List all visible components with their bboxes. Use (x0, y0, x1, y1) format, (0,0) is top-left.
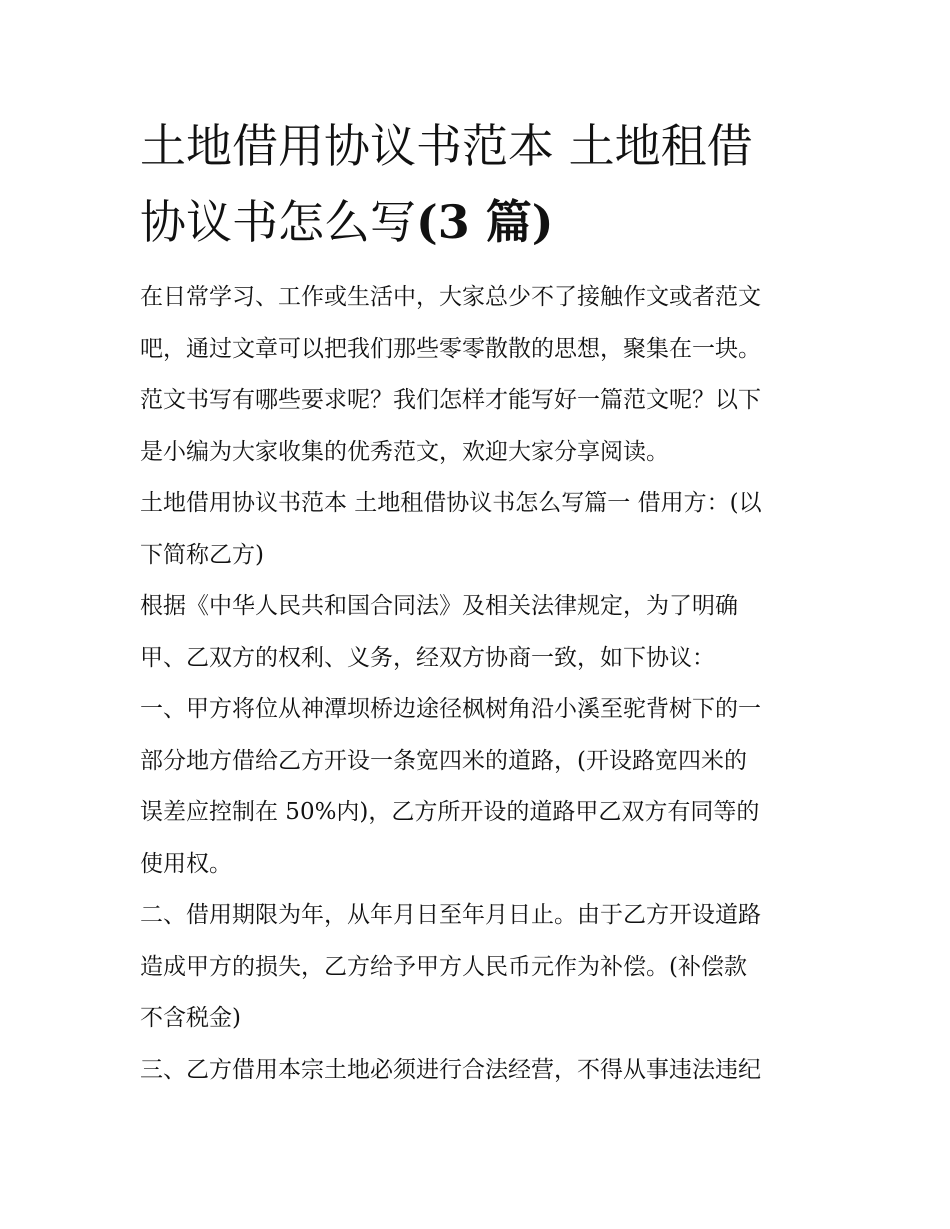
title-line-2 (140, 184, 812, 260)
document-body (140, 272, 812, 1096)
body-line-6: 下简称乙方) (140, 541, 264, 568)
body-line-8: 甲、乙双方的权利、义务，经双方协商一致，如下协议： (140, 644, 715, 671)
body-line-4: 是小编为大家收集的优秀范文，欢迎大家分享阅读。 (140, 438, 669, 465)
title-line-1: 土地借用协议书范本 土地租借 (140, 119, 753, 173)
body-line-2: 吧，通过文章可以把我们那些零零散散的思想，聚集在一块。 (140, 335, 761, 362)
title-line-2-text: 协议书怎么写 (140, 195, 416, 249)
body-line-7: 根据《中华人民共和国合同法》及相关法律规定，为了明确 (140, 593, 738, 619)
body-line-13: 二、借用期限为年，从年月日至年月日止。由于乙方开设道路 (140, 902, 761, 928)
body-line-9: 一、甲方将位从神潭坝桥边途径枫树角沿小溪至驼背树下的一 (140, 696, 761, 722)
title-suffix: (3 篇) (416, 195, 554, 249)
body-line-5: 土地借用协议书范本 土地租借协议书怎么写篇一 借用方：(以 (140, 490, 762, 516)
body-line-3: 范文书写有哪些要求呢？我们怎样才能写好一篇范文呢？以下 (140, 387, 761, 413)
body-line-15: 不含税金) (140, 1005, 241, 1031)
document-page (140, 108, 812, 1096)
body-line-11: 误差应控制在 50%内)，乙方所开设的道路甲乙双方有同等的 (140, 799, 760, 825)
body-line-10: 部分地方借给乙方开设一条宽四米的道路，(开设路宽四米的 (140, 747, 747, 774)
body-line-14: 造成甲方的损失，乙方给予甲方人民币元作为补偿。(补偿款 (140, 953, 747, 980)
body-line-12: 使用权。 (140, 850, 232, 877)
document-title (140, 108, 812, 260)
body-line-16: 三、乙方借用本宗土地必须进行合法经营，不得从事违法违纪 (140, 1056, 761, 1083)
body-line-1: 在日常学习、工作或生活中，大家总少不了接触作文或者范文 (140, 284, 761, 310)
